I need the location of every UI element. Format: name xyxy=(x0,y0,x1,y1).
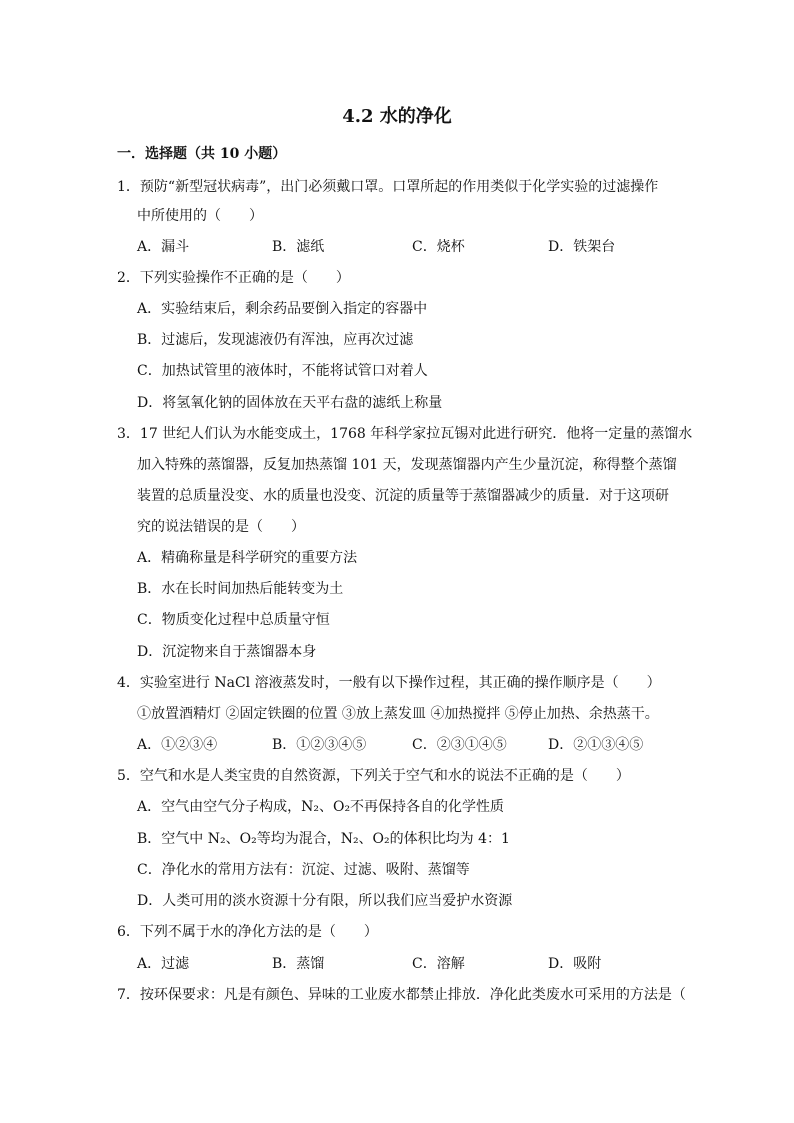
question-5-line-1: 5．空气和水是人类宝贵的自然资源，下列关于空气和水的说法不正确的是（ ） xyxy=(117,768,630,784)
question-6-line-1: 6．下列不属于水的净化方法的是（ ） xyxy=(117,924,378,940)
question-3-line-3: 装置的总质量没变、水的质量也没变、沉淀的质量等于蒸馏器减少的质量．对于这项研 xyxy=(137,488,669,504)
question-5-option-b: B．空气中 N₂、O₂等均为混合，N₂、O₂的体积比均为 4：1 xyxy=(137,831,510,847)
question-4-option-c: C．②③①④⑤ xyxy=(412,737,507,753)
question-5-option-c: C．净化水的常用方法有：沉淀、过滤、吸附、蒸馏等 xyxy=(137,862,470,878)
question-4-line-1: 4．实验室进行 NaCl 溶液蒸发时，一般有以下操作过程，其正确的操作顺序是（ ） xyxy=(117,675,661,691)
question-2-line-1: 2．下列实验操作不正确的是（ ） xyxy=(117,270,350,286)
question-3-option-a: A．精确称量是科学研究的重要方法 xyxy=(137,550,358,566)
question-5-option-a: A．空气由空气分子构成，N₂、O₂不再保持各自的化学性质 xyxy=(137,799,505,815)
question-2-option-c: C．加热试管里的液体时，不能将试管口对着人 xyxy=(137,363,428,379)
question-3-option-b: B．水在长时间加热后能转变为土 xyxy=(137,581,344,597)
question-2-option-b: B．过滤后，发现滤液仍有浑浊，应再次过滤 xyxy=(137,332,414,348)
question-5-option-d: D．人类可用的淡水资源十分有限，所以我们应当爱护水资源 xyxy=(137,893,513,909)
question-1-option-c: C．烧杯 xyxy=(412,239,465,255)
question-7-line-1: 7．按环保要求：凡是有颜色、异味的工业废水都禁止排放．净化此类废水可采用的方法是（ xyxy=(117,987,686,1003)
question-3-option-c: C．物质变化过程中总质量守恒 xyxy=(137,612,330,628)
question-3-option-d: D．沉淀物来自于蒸馏器本身 xyxy=(137,644,317,660)
question-1-option-b: B．滤纸 xyxy=(272,239,325,255)
section-heading: 一．选择题（共 10 小题） xyxy=(117,146,287,162)
question-4-line-2: ①放置酒精灯 ②固定铁圈的位置 ③放上蒸发皿 ④加热搅拌 ⑤停止加热、余热蒸干。 xyxy=(137,706,659,722)
question-6-option-b: B．蒸馏 xyxy=(272,956,325,972)
question-2-option-d: D．将氢氧化钠的固体放在天平右盘的滤纸上称量 xyxy=(137,395,443,411)
question-6-option-c: C．溶解 xyxy=(412,956,465,972)
question-4-option-d: D．②①③④⑤ xyxy=(548,737,644,753)
question-1-option-a: A．漏斗 xyxy=(137,239,190,255)
question-1-line-1: 1．预防“新型冠状病毒”，出门必须戴口罩。口罩所起的作用类似于化学实验的过滤操作 xyxy=(117,179,659,195)
question-2-option-a: A．实验结束后，剩余药品要倒入指定的容器中 xyxy=(137,301,428,317)
page-title: 4.2 水的净化 xyxy=(342,106,452,127)
question-1-option-d: D．铁架台 xyxy=(548,239,616,255)
question-6-option-a: A．过滤 xyxy=(137,956,190,972)
question-4-option-a: A．①②③④ xyxy=(137,737,218,753)
question-3-line-2: 加入特殊的蒸馏器，反复加热蒸馏 101 天，发现蒸馏器内产生少量沉淀，称得整个蒸馏 xyxy=(137,457,677,473)
question-1-line-2: 中所使用的（ ） xyxy=(137,208,263,224)
question-3-line-1: 3．17 世纪人们认为水能变成土，1768 年科学家拉瓦锡对此进行研究．他将一定量的蒸馏水 xyxy=(117,426,693,442)
question-6-option-d: D．吸附 xyxy=(548,956,602,972)
question-4-option-b: B．①②③④⑤ xyxy=(272,737,367,753)
question-3-line-4: 究的说法错误的是（ ） xyxy=(137,519,305,535)
